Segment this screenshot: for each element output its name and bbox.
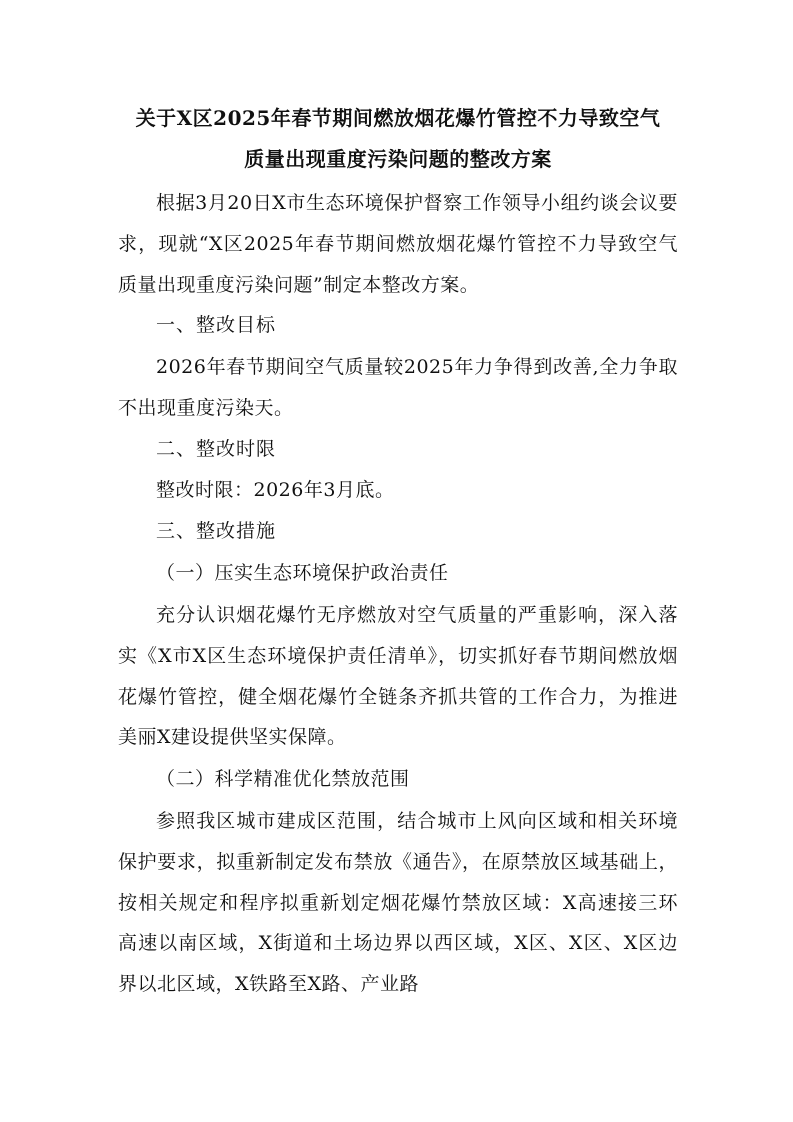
section-heading-goals: 一、整改目标 (156, 314, 277, 336)
subsection-heading-responsibility: （一）压实生态环境保护政治责任 (156, 562, 449, 584)
responsibility-paragraph: 充分认识烟花爆竹无序燃放对空气质量的严重影响，深入落实《X市X区生态环境保护责任清单》，切实抓好春节期间燃放烟花爆竹管控，健全烟花爆竹全链条齐抓共管的工作合力，为推进美丽X建设提供坚实保障。 (118, 604, 678, 749)
document-title-line-2: 质量出现重度污染问题的整改方案 (244, 147, 552, 171)
section-heading-deadline: 二、整改时限 (156, 438, 277, 460)
intro-paragraph: 根据3月20日X市生态环境保护督察工作领导小组约谈会议要求，现就“X区2025年春节期间燃放烟花爆竹管控不力导致空气质量出现重度污染问题”制定本整改方案。 (118, 192, 678, 296)
section-heading-measures: 三、整改措施 (156, 520, 277, 542)
goals-paragraph: 2026年春节期间空气质量较2025年力争得到改善,全力争取不出现重度污染天。 (118, 356, 678, 419)
document-title-line-1: 关于X区2025年春节期间燃放烟花爆竹管控不力导致空气 (135, 106, 661, 130)
subsection-heading-ban-scope: （二）科学精准优化禁放范围 (156, 768, 410, 790)
deadline-paragraph: 整改时限：2026年3月底。 (156, 479, 395, 501)
ban-scope-paragraph: 参照我区城市建成区范围，结合城市上风向区域和相关环境保护要求，拟重新制定发布禁放《通告》，在原禁放区域基础上，按相关规定和程序拟重新划定烟花爆竹禁放区域：X高速接三环高速以南区域，X街道和土场边界以西区域，X区、X区、X区边界以北区域，X铁路至X路、产业路 (118, 810, 678, 996)
